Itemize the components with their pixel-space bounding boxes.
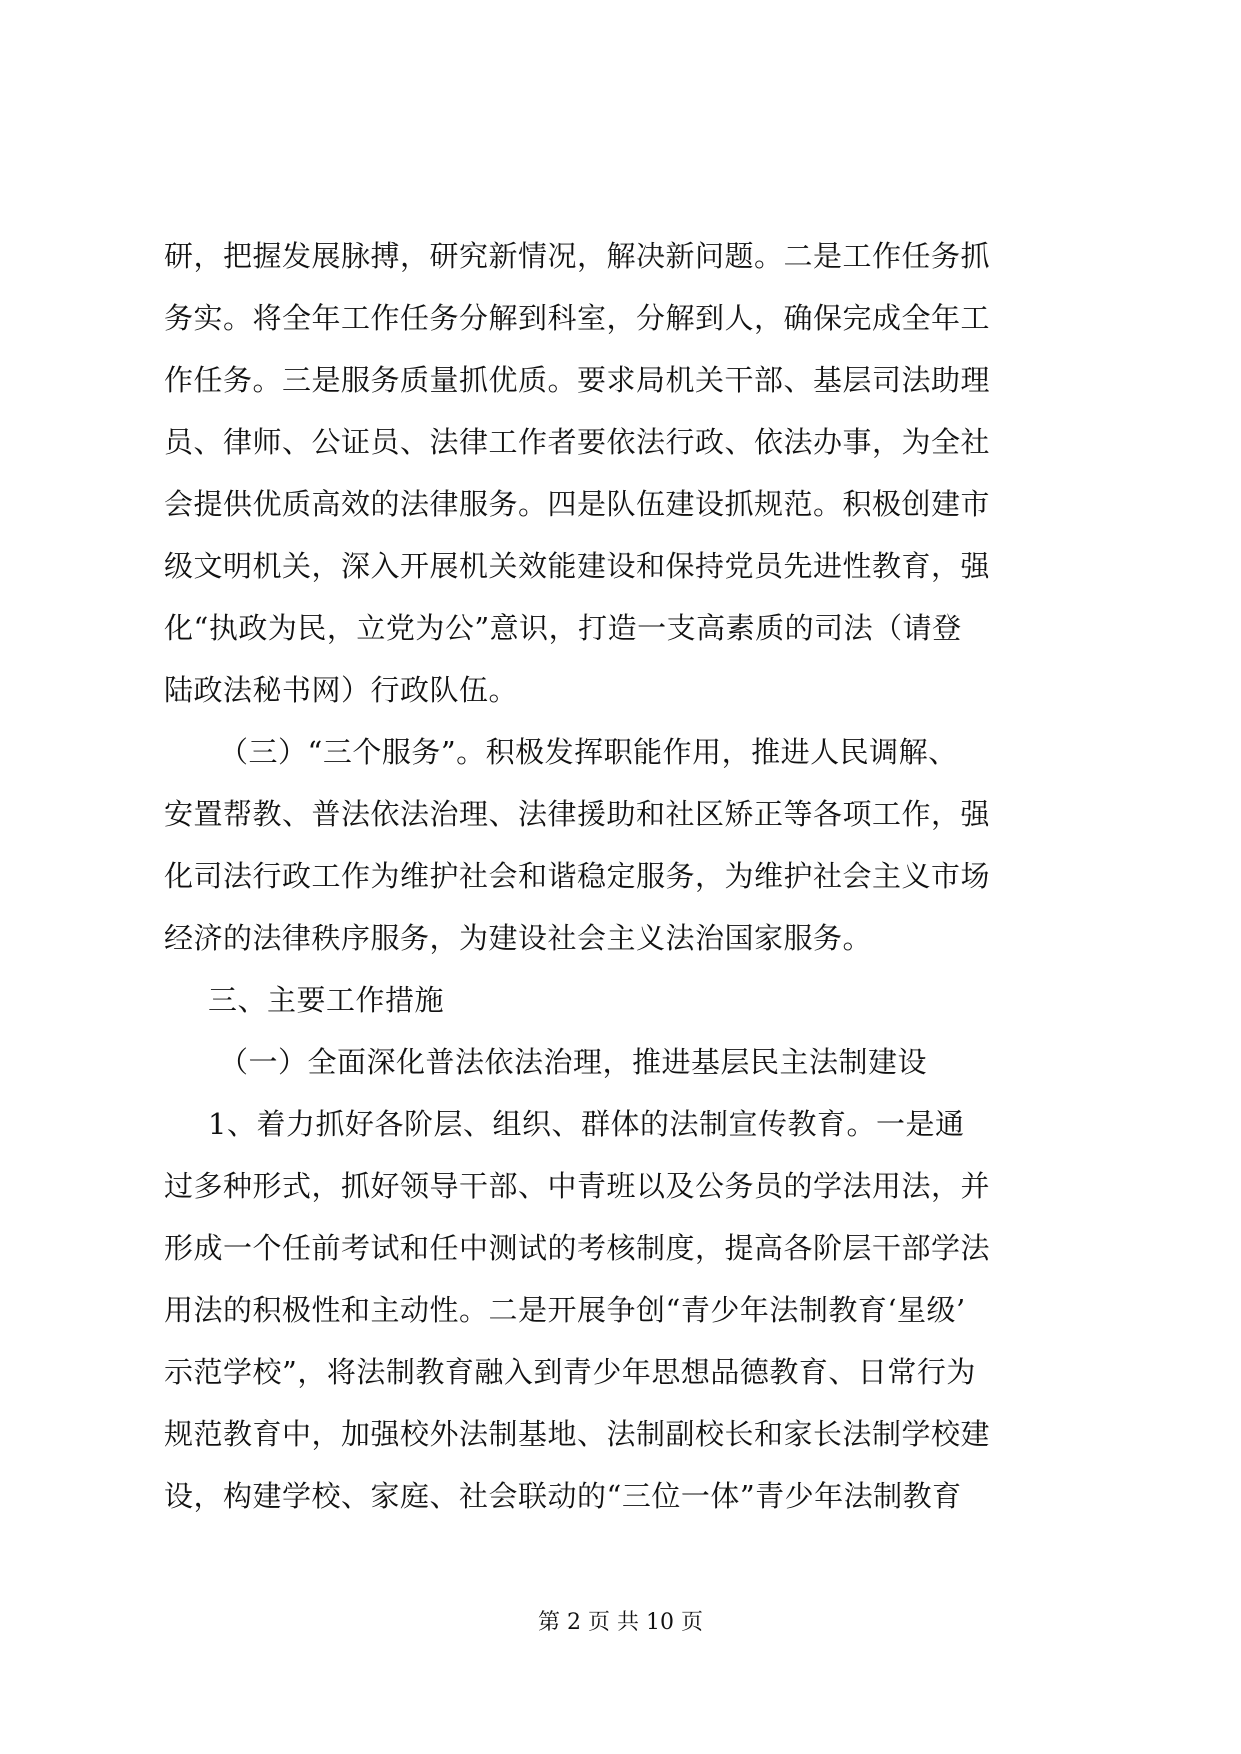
text-line: 陆政法秘书网）行政队伍。: [164, 673, 519, 707]
document-body: [164, 225, 1080, 1527]
section-heading: 三、主要工作措施: [208, 983, 445, 1017]
text-line: 规范教育中，加强校外法制基地、法制副校长和家长法制学校建: [164, 1417, 991, 1451]
text-line: 示范学校”，将法制教育融入到青少年思想品德教育、日常行为: [164, 1355, 976, 1389]
text-line: 安置帮教、普法依法治理、法律援助和社区矫正等各项工作，强: [164, 797, 991, 831]
text-line: 用法的积极性和主动性。二是开展争创“青少年法制教育‘星级’: [164, 1293, 966, 1327]
text-line: 经济的法律秩序服务，为建设社会主义法治国家服务。: [164, 921, 873, 955]
text-line: 化“执政为民，立党为公”意识，打造一支高素质的司法（请登: [164, 611, 962, 645]
text-line: 形成一个任前考试和任中测试的考核制度，提高各阶层干部学法: [164, 1231, 991, 1265]
text-line: 化司法行政工作为维护社会和谐稳定服务，为维护社会主义市场: [164, 859, 991, 893]
text-line: 务实。将全年工作任务分解到科室，分解到人，确保完成全年工: [164, 301, 991, 335]
text-line: 过多种形式，抓好领导干部、中青班以及公务员的学法用法，并: [164, 1169, 991, 1203]
text-line: 研，把握发展脉搏，研究新情况，解决新问题。二是工作任务抓: [164, 239, 991, 273]
text-line: 会提供优质高效的法律服务。四是队伍建设抓规范。积极创建市: [164, 487, 991, 521]
text-line: （三）“三个服务”。积极发挥职能作用，推进人民调解、: [219, 735, 958, 769]
text-line: 作任务。三是服务质量抓优质。要求局机关干部、基层司法助理: [164, 363, 991, 397]
text-line: 设，构建学校、家庭、社会联动的“三位一体”青少年法制教育: [164, 1479, 962, 1513]
text-line: 级文明机关，深入开展机关效能建设和保持党员先进性教育，强: [164, 549, 991, 583]
text-line: 1、着力抓好各阶层、组织、群体的法制宣传教育。一是通: [208, 1107, 965, 1141]
subsection-heading: （一）全面深化普法依法治理，推进基层民主法制建设: [219, 1045, 928, 1079]
text-line: 员、律师、公证员、法律工作者要依法行政、依法办事，为全社: [164, 425, 991, 459]
page-number-footer: 第 2 页 共 10 页: [538, 1610, 703, 1635]
